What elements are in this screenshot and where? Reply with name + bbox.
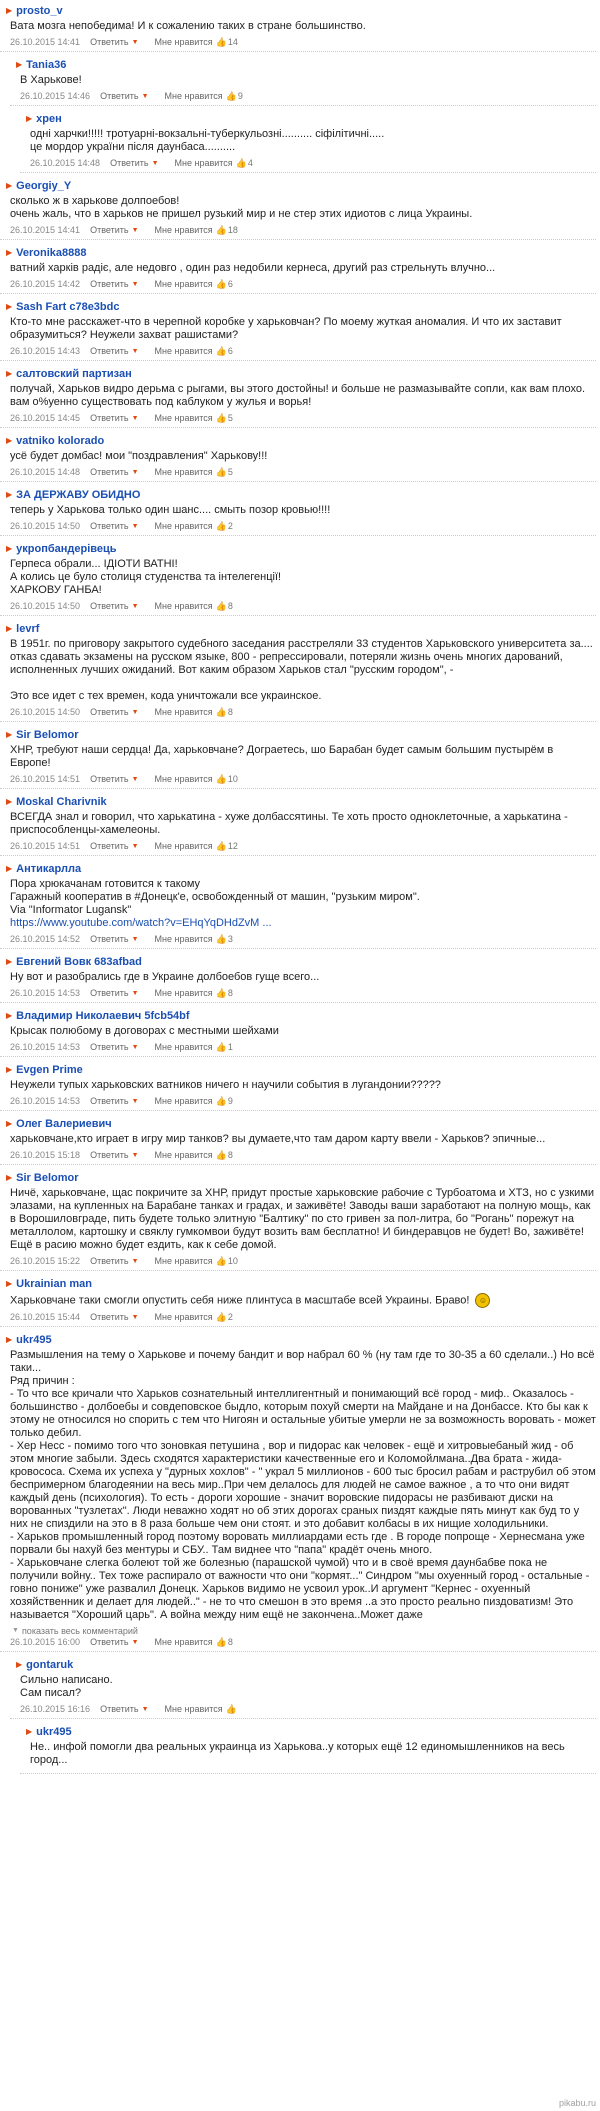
like-button[interactable]: Мне нравится <box>154 37 213 47</box>
like-button[interactable]: Мне нравится <box>174 158 233 168</box>
comment-meta <box>10 1255 596 1267</box>
smiley-emoji-icon: ☺ <box>475 1293 490 1308</box>
comment <box>0 2 596 52</box>
author-link[interactable]: Veronika8888 <box>16 247 87 259</box>
comment-text <box>10 971 596 984</box>
thumbs-up-icon[interactable]: 👍 <box>215 466 227 477</box>
reply-button[interactable]: Ответить <box>90 934 129 944</box>
thumbs-up-icon[interactable]: 👍 <box>215 36 227 47</box>
comment-text-content: теперь у Харькова только один шанс.... смыть позор кровью!!!! <box>10 504 331 516</box>
reply-button[interactable]: Ответить <box>90 1096 129 1106</box>
thumbs-up-icon[interactable]: 👍 <box>215 345 227 356</box>
show-full-comment-label: показать весь комментарий <box>21 1625 138 1636</box>
comment-date: 26.10.2015 14:50 <box>10 521 81 531</box>
comment-text <box>10 504 596 517</box>
comment-date: 26.10.2015 14:51 <box>10 841 81 851</box>
reply-button[interactable]: Ответить <box>90 521 129 531</box>
author-link[interactable]: ukr495 <box>36 1726 72 1738</box>
like-button[interactable]: Мне нравится <box>154 467 213 477</box>
comment-text-content: Пора хрюкачанам готовится к такому Гаражный кооператив в #Донецк'е, освобожденный от машин, "рузьким миром". Via "Informator Lugansk" <box>10 878 420 916</box>
comment-text-content: Вата мозга непобедима! И к сожалению таких в стране большинство. <box>10 20 366 32</box>
comment-text <box>10 811 596 837</box>
author-link[interactable]: Владимир Николаевич 5fcb54bf <box>16 1010 190 1022</box>
reply-arrow-icon: ▶ <box>6 730 13 739</box>
comment-text-content: Размышления на тему о Харькове и почему бандит и вор набрал 60 % (ну там где то 30-35 а 60 сделали..) Но всё таки... Ряд причин : - То что все кричали что Харьков сознательный интеллигентный и понимающий всё город - миф.. Оказалось - большинство - долбоебы и совдеповское быдло, которым похуй смерти на Майдане и на Донбассе. Кто бы как к этому не относился но спорить с тем что Нигоян и остальные убитые умерли не за возможность воровать - может только дебил. - Хер Несс - помимо того что зоновкая петушина , вор и пидорас как человек - ещё и хитровыебаный жид - об этом многие забыли. Здесь сходятся характеристики качественные его и Коломойлмана..Два брата - жида- кровососа. Схема их успеха у "дурных хохлов" - " укрaл 5 миллионов - 600 тыс бросил рабам и раструбил об этом беспримерном благодеянии на весь мир..При чем делалось для людей не самое важное , а то что они видят каждый день (психология). То есть - дороги хорошие - значит воровские пидорасы не разбивают диски на ворованных "тузлетах". Люди неважно ходят но об этих дорогах сраных пиздят каждые пять минут как буд то у них не спиздили на это в 8 раза больше чем они стоят. и это добавит колбасы в их нищие холодильники. - Харьков промышленный город поэтому воровать миллиардами есть где . В городе попроще - Хернесмана уже порвали бы нахуй без ментуры и СБУ.. Там виднее что "папа" крадёт очень много. - Харьковчане слегка болеют той же болезнью (парашской чумой) что и в своё время даунбабве пока не получили войну.. Тех тоже распирало от важности что они "кормят..." Синдром "мы охуенный город - остальные - говно пониже" уже развалил Донецк. Харьков видимо не усвоил урок..И аргумент "Кернес - охуенный хозяйственник и делает для людей.." - не то что смешон в это время ..а это просто реально пиздоватизм! Это называется "Хороший царь". А война между ним ещё не закончена..Может даже <box>10 1349 596 1621</box>
reply-button[interactable]: Ответить <box>90 1150 129 1160</box>
reply-arrow-icon: ▶ <box>6 181 13 190</box>
reply-arrow-icon: ▶ <box>6 1011 13 1020</box>
reply-button[interactable]: Ответить <box>110 158 149 168</box>
like-button[interactable]: Мне нравится <box>154 1042 213 1052</box>
reply-dropdown-icon[interactable]: ▼ <box>131 1313 139 1321</box>
comment-header <box>6 300 596 314</box>
like-button[interactable]: Мне нравится <box>154 841 213 851</box>
comment-header <box>6 1171 596 1185</box>
author-link[interactable]: укропбандерівець <box>16 543 117 555</box>
comment <box>0 793 596 856</box>
comment-link[interactable]: https://www.youtube.com/watch?v=EHqYqDHdZvM ... <box>10 917 272 929</box>
reply-dropdown-icon[interactable]: ▼ <box>151 159 159 167</box>
author-link[interactable]: gontaruk <box>26 1659 74 1671</box>
reply-arrow-icon: ▶ <box>26 114 33 123</box>
reply-arrow-icon: ▶ <box>6 302 13 311</box>
comment-text <box>10 1025 596 1038</box>
comment-date: 26.10.2015 14:48 <box>30 158 101 168</box>
comment-meta <box>10 466 596 478</box>
comment-meta <box>10 987 596 999</box>
comment-text <box>10 744 596 770</box>
comment-text <box>10 638 596 703</box>
like-button[interactable]: Мне нравится <box>154 1312 213 1322</box>
comment-date: 26.10.2015 14:46 <box>20 91 91 101</box>
comment-text-content: Неужели тупых харьковских ватников ничего н научили события в лугандонии????? <box>10 1079 441 1091</box>
reply-dropdown-icon[interactable]: ▼ <box>131 1638 139 1646</box>
comment-text <box>10 262 596 275</box>
comment <box>0 620 596 722</box>
comment-meta <box>10 600 596 612</box>
comment-header <box>6 1063 596 1077</box>
thumbs-up-icon[interactable]: 👍 <box>215 706 227 717</box>
like-count: 10 <box>227 1256 238 1266</box>
comment-meta <box>10 278 596 290</box>
author-link[interactable]: levrf <box>16 623 40 635</box>
comment-text-content: Крысак полюбому в договорах с местными шейхами <box>10 1025 279 1037</box>
reply-button[interactable]: Ответить <box>100 1704 139 1714</box>
comment-meta <box>10 520 596 532</box>
like-count: 8 <box>227 1150 233 1160</box>
comment-header <box>16 58 596 72</box>
comment-text <box>10 1187 596 1252</box>
like-count: 4 <box>247 158 253 168</box>
comment-meta <box>10 1311 596 1323</box>
author-link[interactable]: Tania36 <box>26 59 67 71</box>
reply-button[interactable]: Ответить <box>90 1042 129 1052</box>
author-link[interactable]: Georgiy_Y <box>16 180 72 192</box>
reply-dropdown-icon[interactable]: ▼ <box>131 468 139 476</box>
comment-header <box>6 367 596 381</box>
comment-text <box>10 1133 596 1146</box>
comment-date: 26.10.2015 14:53 <box>10 988 81 998</box>
comment <box>0 1275 596 1327</box>
like-count: 6 <box>227 279 233 289</box>
chevron-down-icon: ▼ <box>12 1627 19 1634</box>
comment-date: 26.10.2015 14:52 <box>10 934 81 944</box>
like-button[interactable]: Мне нравится <box>154 1096 213 1106</box>
show-full-comment-link[interactable] <box>12 1625 596 1636</box>
author-link[interactable]: Антикарлла <box>16 863 82 875</box>
comment <box>0 486 596 536</box>
comment-text <box>10 1293 596 1308</box>
comment-text-content: ватний харків радіє, але недовго , один раз недобили кернеса, другий раз стрельнуть влучно... <box>10 262 496 274</box>
reply-dropdown-icon[interactable]: ▼ <box>131 347 139 355</box>
comment-text-content: Ну вот и разобрались где в Украине долбоебов гуще всего... <box>10 971 320 983</box>
comment-header <box>6 1277 596 1291</box>
like-button[interactable]: Мне нравится <box>164 91 223 101</box>
comment-meta <box>10 706 596 718</box>
like-count: 9 <box>227 1096 233 1106</box>
comment-header <box>6 434 596 448</box>
like-button[interactable]: Мне нравится <box>154 346 213 356</box>
comment-header <box>6 622 596 636</box>
like-button[interactable]: Мне нравится <box>154 1150 213 1160</box>
comment-text <box>10 878 596 930</box>
like-button[interactable]: Мне нравится <box>164 1704 223 1714</box>
comment <box>0 244 596 294</box>
like-button[interactable]: Мне нравится <box>154 988 213 998</box>
like-button[interactable]: Мне нравится <box>154 774 213 784</box>
comment-meta <box>10 1095 596 1107</box>
comment-text-content: получай, Харьков видро дерьма с рыгами, вы этого достойны! и больше не размазывайте сопли, как вам плохо. вам о%уенно существовать под каблуком у жулья и ворья! <box>10 383 586 408</box>
comment-meta <box>10 773 596 785</box>
author-link[interactable]: ukr495 <box>16 1334 52 1346</box>
reply-button[interactable]: Ответить <box>90 707 129 717</box>
author-link[interactable]: Sir Belomor <box>16 729 79 741</box>
comment-text <box>10 558 596 597</box>
author-link[interactable]: Sash Fart c78e3bdc <box>16 301 120 313</box>
reply-arrow-icon: ▶ <box>6 1173 13 1182</box>
comment-meta <box>10 1149 596 1161</box>
comment-date: 26.10.2015 14:53 <box>10 1042 81 1052</box>
reply-arrow-icon: ▶ <box>6 957 13 966</box>
comment-header <box>26 112 596 126</box>
comment-date: 26.10.2015 14:48 <box>10 467 81 477</box>
like-count: 3 <box>227 934 233 944</box>
comment-date: 26.10.2015 16:00 <box>10 1637 81 1647</box>
reply-dropdown-icon[interactable]: ▼ <box>131 989 139 997</box>
thumbs-up-icon[interactable]: 👍 <box>215 840 227 851</box>
comment-text-content: одні харчки!!!!! тротуарні-вокзальні-туберкульозні.......... сіфілітичні..... це мордор україни після даунбаса.......... <box>30 128 385 153</box>
comment <box>0 1007 596 1057</box>
comment-text-content: Сильно написано. Сам писал? <box>20 1674 113 1699</box>
thumbs-up-icon[interactable]: 👍 <box>215 520 227 531</box>
comment <box>0 432 596 482</box>
author-link[interactable]: салтовский партизан <box>16 368 132 380</box>
comment-date: 26.10.2015 14:51 <box>10 774 81 784</box>
comment <box>0 953 596 1003</box>
comment-header <box>6 955 596 969</box>
reply-button[interactable]: Ответить <box>90 601 129 611</box>
reply-button[interactable]: Ответить <box>90 346 129 356</box>
comment-header <box>6 4 596 18</box>
comment-meta <box>10 933 596 945</box>
reply-arrow-icon: ▶ <box>6 1279 13 1288</box>
reply-dropdown-icon[interactable]: ▼ <box>131 602 139 610</box>
reply-button[interactable]: Ответить <box>90 467 129 477</box>
like-button[interactable]: Мне нравится <box>154 934 213 944</box>
author-link[interactable]: ЗА ДЕРЖАВУ ОБИДНО <box>16 489 141 501</box>
reply-button[interactable]: Ответить <box>90 225 129 235</box>
watermark: pikabu.ru <box>558 2098 596 2108</box>
reply-button[interactable]: Ответить <box>90 279 129 289</box>
reply-arrow-icon: ▶ <box>6 544 13 553</box>
thumbs-up-icon[interactable]: 👍 <box>215 933 227 944</box>
thumbs-up-icon[interactable]: 👍 <box>215 987 227 998</box>
comment-meta <box>10 840 596 852</box>
like-count: 12 <box>227 841 238 851</box>
comment <box>0 1169 596 1271</box>
comment-header <box>16 1658 596 1672</box>
comment-text-content: сколько ж в харькове долпоебов! очень жаль, что в харьков не пришел рузький мир и не стер этих идиотов с лица Украины. <box>10 195 473 220</box>
reply-dropdown-icon[interactable]: ▼ <box>131 1151 139 1159</box>
reply-dropdown-icon[interactable]: ▼ <box>131 775 139 783</box>
comment <box>0 1115 596 1165</box>
comment-header <box>6 246 596 260</box>
like-button[interactable]: Мне нравится <box>154 1256 213 1266</box>
like-count: 5 <box>227 467 233 477</box>
author-link[interactable]: Ukrainian man <box>16 1278 92 1290</box>
reply-dropdown-icon[interactable]: ▼ <box>131 842 139 850</box>
reply-arrow-icon: ▶ <box>6 1335 13 1344</box>
reply-button[interactable]: Ответить <box>90 774 129 784</box>
comment-text-content: В 1951г. по приговору закрытого судебного заседания расстреляли 33 студентов Харьковского университета за.... отказ сдавать экзамены на русском языке, 800 - репрессировали, потеряли жизнь очень многих дарований, исполненных лучших ожиданий. Вот каким образом Харьков стал "русским городом", - Это все идет с тех времен, кода уничтожали все украинское. <box>10 638 593 702</box>
comment-header <box>6 1333 596 1347</box>
thumbs-up-icon[interactable]: 👍 <box>225 1703 237 1714</box>
comment-header <box>26 1725 596 1739</box>
comment-text <box>10 316 596 342</box>
reply-arrow-icon: ▶ <box>6 436 13 445</box>
author-link[interactable]: хрен <box>36 113 62 125</box>
comment-text <box>10 450 596 463</box>
comment <box>0 540 596 616</box>
like-count: 5 <box>227 413 233 423</box>
reply-dropdown-icon[interactable]: ▼ <box>131 1257 139 1265</box>
comment-text <box>10 20 596 33</box>
reply-arrow-icon: ▶ <box>6 248 13 257</box>
comment <box>10 56 596 106</box>
reply-arrow-icon: ▶ <box>6 369 13 378</box>
author-link[interactable]: Evgen Prime <box>16 1064 83 1076</box>
comment-header <box>6 542 596 556</box>
comment-text-content: ВСЕГДА знал и говорил, что харькатина - хуже долбассятины. Те хоть просто одноклеточные, а харькатина - приспособленцы-хамелеоны. <box>10 811 568 836</box>
like-count: 10 <box>227 774 238 784</box>
like-button[interactable]: Мне нравится <box>154 521 213 531</box>
reply-button[interactable]: Ответить <box>90 1256 129 1266</box>
comment <box>20 110 596 173</box>
comment-date: 26.10.2015 14:42 <box>10 279 81 289</box>
like-button[interactable]: Мне нравится <box>154 225 213 235</box>
comment-meta <box>10 1636 596 1648</box>
like-count: 14 <box>227 37 238 47</box>
like-count: 1 <box>227 1042 233 1052</box>
comment-text <box>30 128 596 154</box>
comment-text-content: усё будет домбас! мои "поздравления" Харькову!!! <box>10 450 268 462</box>
comment <box>0 726 596 789</box>
comment <box>10 1656 596 1719</box>
comment-meta <box>20 1703 596 1715</box>
like-button[interactable]: Мне нравится <box>154 601 213 611</box>
reply-arrow-icon: ▶ <box>6 864 13 873</box>
reply-dropdown-icon[interactable]: ▼ <box>131 280 139 288</box>
comment-text-content: Кто-то мне расскажет-что в черепной коробке у харьковчан? По моему жуткая аномалия. И что их заставит образумиться? Неужели захват рашистами? <box>10 316 562 341</box>
like-button[interactable]: Мне нравится <box>154 413 213 423</box>
comment <box>0 177 596 240</box>
like-button[interactable]: Мне нравится <box>154 707 213 717</box>
reply-button[interactable]: Ответить <box>100 91 139 101</box>
comment-header <box>6 1117 596 1131</box>
comment-date: 26.10.2015 14:45 <box>10 413 81 423</box>
comment-text-content: Ничё, харьковчане, щас покричите за ХНР, придут простые харьковские рабочие с Турбоатома и ХТЗ, но с узкими элазами, на купленных на Барабане танках и градах, и заживёте! Заводы ваши заработают на полную мощь, как в Ворошиловграде, пить будете только элитную "Балтику" по сто гривен за пол-литра, бо "Рогань" порежут на металлолом, картошку и свяклу гумкомвои будут возить вам бесплатно! И биндеравцов не будет! Во, заживёте! Ещё в расию можно будет ездить, как к себе домой. <box>10 1187 595 1251</box>
comment-date: 26.10.2015 14:43 <box>10 346 81 356</box>
comment-date: 26.10.2015 14:50 <box>10 601 81 611</box>
comment-meta <box>30 157 596 169</box>
reply-dropdown-icon[interactable]: ▼ <box>131 708 139 716</box>
reply-dropdown-icon[interactable]: ▼ <box>131 226 139 234</box>
thumbs-up-icon[interactable]: 👍 <box>215 1636 227 1647</box>
comment-date: 26.10.2015 16:16 <box>20 1704 91 1714</box>
comment-meta <box>10 224 596 236</box>
reply-dropdown-icon[interactable]: ▼ <box>131 1097 139 1105</box>
comment-text <box>20 1674 596 1700</box>
thumbs-up-icon[interactable]: 👍 <box>215 1095 227 1106</box>
thumbs-up-icon[interactable]: 👍 <box>215 600 227 611</box>
comment-date: 26.10.2015 15:44 <box>10 1312 81 1322</box>
like-button[interactable]: Мне нравится <box>154 279 213 289</box>
comment-header <box>6 795 596 809</box>
comment-text <box>10 1079 596 1092</box>
thumbs-up-icon[interactable]: 👍 <box>225 90 237 101</box>
like-count: 9 <box>237 91 243 101</box>
like-count: 8 <box>227 707 233 717</box>
comment-text-content: харьковчане,кто играет в игру мир танков? вы думаете,что там даром карту ввели - Харьков? эпичные... <box>10 1133 546 1145</box>
like-count: 8 <box>227 601 233 611</box>
comment-text-content: В Харькове! <box>20 74 82 86</box>
like-count: 6 <box>227 346 233 356</box>
comment-meta <box>10 1041 596 1053</box>
like-count: 18 <box>227 225 238 235</box>
comment-meta <box>20 90 596 102</box>
thumbs-up-icon[interactable]: 👍 <box>235 157 247 168</box>
comment-text-content: Не.. инфой помогли два реальных украинца из Харькова..у которых ещё 12 единомышленников на весь город... <box>30 1741 565 1766</box>
reply-dropdown-icon[interactable]: ▼ <box>131 414 139 422</box>
comment-header <box>6 728 596 742</box>
comment-text <box>10 195 596 221</box>
like-count: 2 <box>227 1312 233 1322</box>
comment <box>0 365 596 428</box>
reply-arrow-icon: ▶ <box>6 797 13 806</box>
reply-arrow-icon: ▶ <box>6 1065 13 1074</box>
comment-header <box>6 1009 596 1023</box>
author-link[interactable]: Moskal Charivnik <box>16 796 107 808</box>
reply-dropdown-icon[interactable]: ▼ <box>131 935 139 943</box>
comment-text-content: Харьковчане таки смогли опустить себя ниже плинтуса в масштабе всей Украины. Браво! <box>10 1294 470 1307</box>
author-link[interactable]: prosto_v <box>16 5 63 17</box>
reply-arrow-icon: ▶ <box>26 1727 33 1736</box>
reply-button[interactable]: Ответить <box>90 1312 129 1322</box>
reply-arrow-icon: ▶ <box>6 1119 13 1128</box>
comment-text <box>20 74 596 87</box>
reply-button[interactable]: Ответить <box>90 988 129 998</box>
thumbs-up-icon[interactable]: 👍 <box>215 278 227 289</box>
thumbs-up-icon[interactable]: 👍 <box>215 1041 227 1052</box>
comment <box>0 1331 596 1652</box>
like-count: 2 <box>227 521 233 531</box>
thumbs-up-icon[interactable]: 👍 <box>215 224 227 235</box>
reply-arrow-icon: ▶ <box>16 60 23 69</box>
comment-meta <box>10 36 596 48</box>
comment <box>0 860 596 949</box>
reply-button[interactable]: Ответить <box>90 37 129 47</box>
comment-date: 26.10.2015 14:41 <box>10 225 81 235</box>
thumbs-up-icon[interactable]: 👍 <box>215 1311 227 1322</box>
author-link[interactable]: Олег Валериевич <box>16 1118 112 1130</box>
comment-text-content: ХНР, требуют наши сердца! Да, харьковчане? Дограетесь, шо Барабан будет самым большим пустырём в Европе! <box>10 744 554 769</box>
reply-button[interactable]: Ответить <box>90 413 129 423</box>
thumbs-up-icon[interactable]: 👍 <box>215 412 227 423</box>
comment-text-content: Герпеса обрали... ІДІОТИ ВАТНІ! А колись це було столиця студенства та інтелегенції! ХАРКОВУ ГАНБА! <box>10 558 282 596</box>
like-count: 8 <box>227 1637 233 1647</box>
comment-text <box>30 1741 596 1767</box>
comment-date: 26.10.2015 15:22 <box>10 1256 81 1266</box>
reply-dropdown-icon[interactable]: ▼ <box>141 1705 149 1713</box>
reply-button[interactable]: Ответить <box>90 1637 129 1647</box>
reply-dropdown-icon[interactable]: ▼ <box>131 1043 139 1051</box>
reply-button[interactable]: Ответить <box>90 841 129 851</box>
like-count: 8 <box>227 988 233 998</box>
reply-arrow-icon: ▶ <box>6 490 13 499</box>
comment-date: 26.10.2015 14:53 <box>10 1096 81 1106</box>
reply-dropdown-icon[interactable]: ▼ <box>131 522 139 530</box>
thumbs-up-icon[interactable]: 👍 <box>215 773 227 784</box>
reply-arrow-icon: ▶ <box>16 1660 23 1669</box>
author-link[interactable]: Евгений Вовк 683afbad <box>16 956 142 968</box>
reply-arrow-icon: ▶ <box>6 624 13 633</box>
like-button[interactable]: Мне нравится <box>154 1637 213 1647</box>
comment-text <box>10 1349 596 1622</box>
reply-dropdown-icon[interactable]: ▼ <box>141 92 149 100</box>
comment <box>0 1061 596 1111</box>
comment-date: 26.10.2015 14:41 <box>10 37 81 47</box>
author-link[interactable]: vatniko kolorado <box>16 435 105 447</box>
comment <box>20 1723 596 1774</box>
comment-header <box>6 179 596 193</box>
thumbs-up-icon[interactable]: 👍 <box>215 1255 227 1266</box>
thumbs-up-icon[interactable]: 👍 <box>215 1149 227 1160</box>
comment <box>0 298 596 361</box>
reply-dropdown-icon[interactable]: ▼ <box>131 38 139 46</box>
comment-meta <box>10 345 596 357</box>
comment-header <box>6 488 596 502</box>
comment-meta <box>10 412 596 424</box>
comment-header <box>6 862 596 876</box>
comment-date: 26.10.2015 14:50 <box>10 707 81 717</box>
comment-text <box>10 383 596 409</box>
author-link[interactable]: Sir Belomor <box>16 1172 79 1184</box>
comment-date: 26.10.2015 15:18 <box>10 1150 81 1160</box>
reply-arrow-icon: ▶ <box>6 6 13 15</box>
